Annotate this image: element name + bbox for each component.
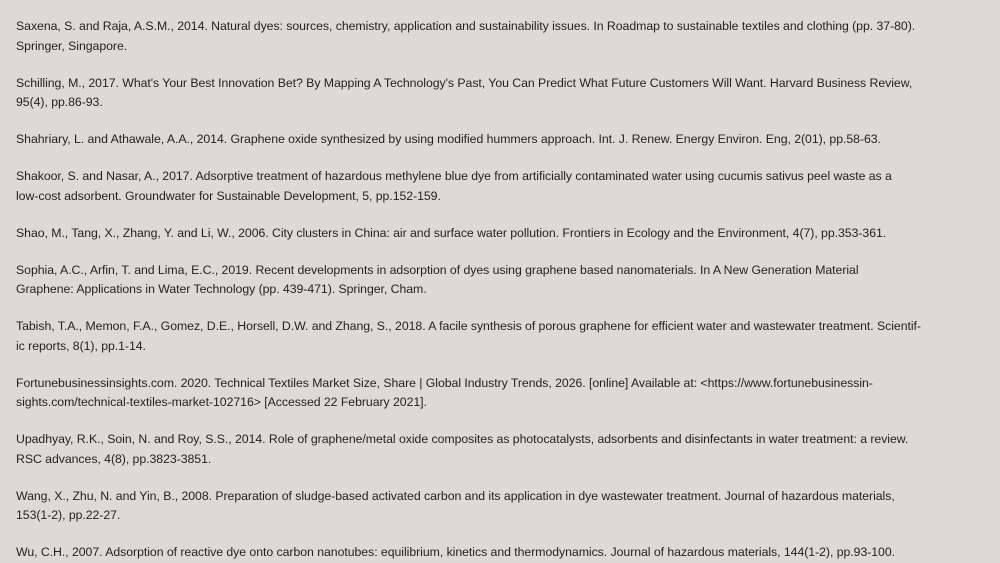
reference-line: 95(4), pp.86-93. xyxy=(16,95,103,109)
reference-line: Springer, Singapore. xyxy=(16,38,128,53)
reference-line: RSC advances, 4(8), pp.3823-3851. xyxy=(16,451,212,466)
reference-line: ic reports, 8(1), pp.1-14. xyxy=(16,338,146,353)
reference-line: Schilling, M., 2017. What's Your Best Innovation Bet? By Mapping A Technology's Past, You Can Predict What Future Customers Will Want. Harvard Business Review, xyxy=(16,75,913,90)
reference-line: Graphene: Applications in Water Technology (pp. 439-471). Springer, Cham. xyxy=(16,282,427,296)
reference-line: Shahriary, L. and Athawale, A.A., 2014. Graphene oxide synthesized by using modified hummers approach. Int. J. Renew. Energy Environ. Eng, 2(01), pp.58-63. xyxy=(16,132,881,146)
reference-line: 153(1-2), pp.22-27. xyxy=(16,508,121,522)
reference-item xyxy=(16,261,984,300)
reference-line: Wu, C.H., 2007. Adsorption of reactive dye onto carbon nanotubes: equilibrium, kinetics and thermodynamics. Journal of hazardous materials, 144(1-2), pp.93-100. xyxy=(16,545,896,559)
reference-item xyxy=(16,17,984,56)
reference-line: Shao, M., Tang, X., Zhang, Y. and Li, W., 2006. City clusters in China: air and surface water pollution. Frontiers in Ecology and the Environment, 4(7), pp.353-361. xyxy=(16,225,887,240)
reference-item xyxy=(16,317,984,356)
reference-line: Sophia, A.C., Arfin, T. and Lima, E.C., 2019. Recent developments in adsorption of dyes using graphene based nanomaterials. In A New Generation Material xyxy=(16,262,859,277)
reference-item xyxy=(16,130,984,150)
reference-line: Wang, X., Zhu, N. and Yin, B., 2008. Preparation of sludge-based activated carbon and its application in dye wastewater treatment. Journal of hazardous materials, xyxy=(16,488,895,503)
reference-line: sights.com/technical-textiles-market-102716> [Accessed 22 February 2021]. xyxy=(16,395,427,409)
reference-list xyxy=(16,17,984,563)
reference-item xyxy=(16,167,984,206)
reference-line: Shakoor, S. and Nasar, A., 2017. Adsorptive treatment of hazardous methylene blue dye from artificially contaminated water using cucumis sativus peel waste as a xyxy=(16,169,892,183)
reference-line: Tabish, T.A., Memon, F.A., Gomez, D.E., Horsell, D.W. and Zhang, S., 2018. A facile synthesis of porous graphene for efficient water and wastewater treatment. Scientif- xyxy=(16,319,921,333)
reference-item xyxy=(16,487,984,526)
reference-line: Saxena, S. and Raja, A.S.M., 2014. Natural dyes: sources, chemistry, application and sustainability issues. In Roadmap to sustainable textiles and clothing (pp. 37-80). xyxy=(16,19,916,33)
reference-line: low-cost adsorbent. Groundwater for Sustainable Development, 5, pp.152-159. xyxy=(16,188,441,203)
reference-line: Fortunebusinessinsights.com. 2020. Technical Textiles Market Size, Share | Global Industry Trends, 2026. [online] Available at: <https://www.fortunebusinessin- xyxy=(16,375,873,390)
reference-item xyxy=(16,543,984,563)
reference-item xyxy=(16,224,984,244)
reference-item xyxy=(16,430,984,469)
reference-item xyxy=(16,74,984,113)
reference-item xyxy=(16,374,984,413)
reference-line: Upadhyay, R.K., Soin, N. and Roy, S.S., 2014. Role of graphene/metal oxide composites as photocatalysts, adsorbents and disinfectants in water treatment: a review. xyxy=(16,432,909,446)
